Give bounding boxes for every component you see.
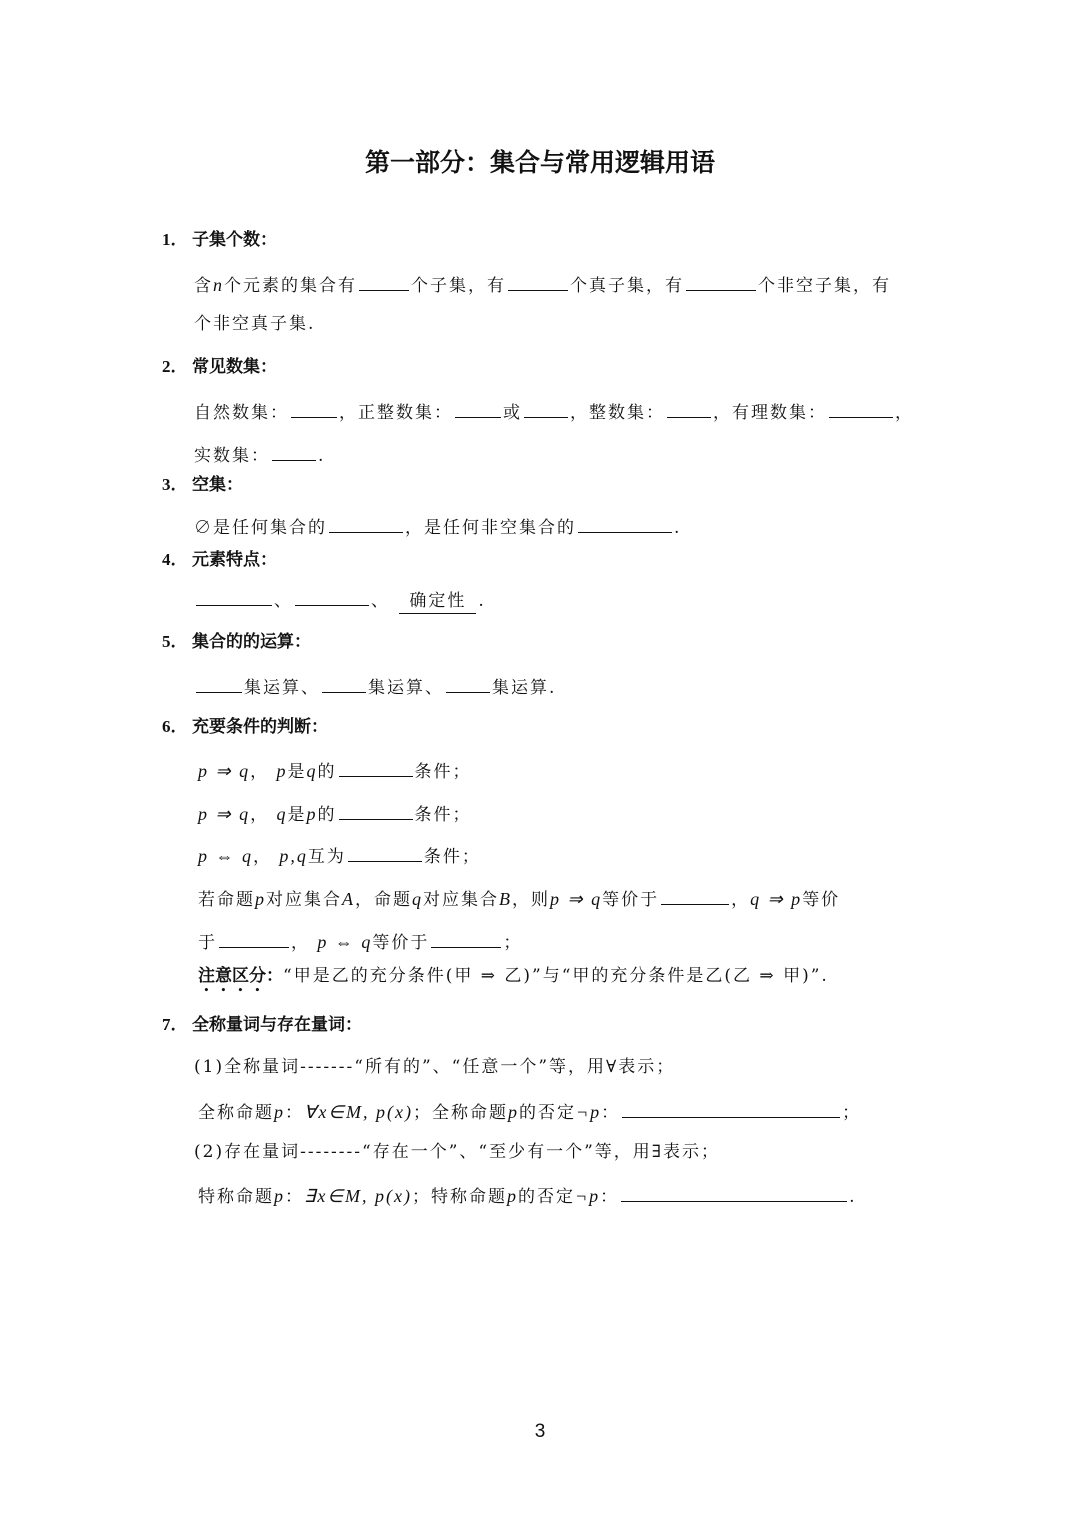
page-number: 3 (534, 1421, 546, 1442)
text: 等价于 (602, 890, 660, 910)
s2-line-1 (194, 397, 914, 425)
text: 条件； (414, 762, 472, 782)
section-6-heading (162, 715, 328, 739)
text: 是 (287, 762, 307, 782)
s6-line-1 (198, 756, 472, 784)
text: (2)存在量词--------“存在一个”、“至少有一个”等，用∃表示； (194, 1142, 721, 1162)
text: 对应集合 (266, 890, 342, 910)
text: 个子集，有 (411, 276, 506, 296)
section-title: 子集个数： (192, 230, 277, 250)
text: ；全称命题 (412, 1103, 508, 1123)
text: ，整数集： (570, 403, 665, 423)
math-p-implies-q: p ⇒ q (550, 889, 603, 909)
text: 的否定 (518, 1103, 576, 1123)
text: 个真子集，有 (570, 276, 684, 296)
text: ： (601, 1103, 621, 1123)
s1-line-2 (194, 312, 315, 336)
section-1-heading (162, 228, 277, 252)
text: . (674, 518, 682, 538)
s6-line-4 (198, 884, 840, 912)
blank-operation-2[interactable] (322, 672, 366, 693)
text: ，正整数集： (339, 403, 453, 423)
section-7-heading (162, 1013, 362, 1037)
text: ， (250, 762, 270, 782)
text: 、 (371, 591, 390, 611)
math-q-implies-p: q ⇒ p (750, 889, 803, 909)
section-title: 全称量词与存在量词： (192, 1015, 362, 1035)
page-title: 第一部分：集合与常用逻辑用语 (364, 148, 715, 177)
math-q: q (306, 761, 318, 781)
section-title: 充要条件的判断： (192, 717, 328, 737)
s6-line-3 (198, 841, 481, 869)
blank-equiv-2[interactable] (219, 927, 289, 948)
text: 对应集合 (423, 890, 499, 910)
blank-condition-2[interactable] (339, 799, 413, 820)
s1-line-1 (194, 270, 891, 298)
note-text: “甲是乙的充分条件(甲 ⇒ 乙)”与“甲的充分条件是乙(乙 ⇒ 甲)”. (283, 966, 829, 986)
blank-proper-subsets[interactable] (508, 270, 568, 291)
s3-line-1 (194, 512, 681, 540)
blank-existential-negation[interactable] (621, 1181, 847, 1202)
blank-subset-of[interactable] (329, 512, 403, 533)
text: 若命题 (198, 890, 255, 910)
blank-natural[interactable] (291, 397, 337, 418)
text: 条件； (414, 805, 472, 825)
text: 个非空子集，有 (758, 276, 891, 296)
blank-condition-3[interactable] (348, 841, 422, 862)
s2-line-2 (194, 440, 325, 468)
math-p-implies-q: p ⇒ q (198, 761, 251, 781)
math-p: p (276, 761, 288, 781)
text: 含 (194, 276, 213, 296)
math-n: n (213, 275, 224, 295)
s7-line-1 (194, 1055, 675, 1079)
math-not-p: ¬p (575, 1186, 601, 1206)
math-p-implies-q: p ⇒ q (198, 804, 251, 824)
text: 实数集： (194, 446, 270, 466)
section-number: 6． (162, 717, 188, 736)
text: ，则 (512, 890, 550, 910)
math-not-p: ¬p (575, 1102, 602, 1122)
s6-line-2 (198, 799, 472, 827)
section-title: 集合的的运算： (192, 632, 311, 652)
blank-equiv-1[interactable] (661, 884, 729, 905)
text: 等价 (802, 890, 841, 910)
math-p: p (274, 1102, 285, 1122)
text: ，是任何非空集合的 (405, 518, 576, 538)
text: 互为 (307, 847, 346, 867)
math-q: q (276, 804, 288, 824)
blank-condition-1[interactable] (339, 756, 413, 777)
text: ∅是任何集合的 (194, 518, 327, 538)
text: 的否定 (518, 1187, 576, 1207)
section-number: 5． (162, 632, 188, 651)
s6-line-5 (198, 927, 522, 955)
math-forall: ∀x∈M, p(x) (304, 1102, 413, 1122)
text: ，有理数集： (713, 403, 827, 423)
blank-operation-1[interactable] (196, 672, 242, 693)
text: 集运算、 (244, 678, 320, 698)
text: ， (253, 847, 272, 867)
blank-real[interactable] (272, 440, 316, 461)
math-A: A (342, 889, 355, 909)
math-p: p (507, 1186, 519, 1206)
blank-integer[interactable] (667, 397, 711, 418)
s7-line-3 (194, 1140, 720, 1164)
math-p: p (306, 804, 318, 824)
section-5-heading (162, 630, 311, 654)
math-p: p (255, 889, 266, 909)
section-number: 2． (162, 357, 188, 376)
text: (1)全称量词-------“所有的”、“任意一个”等，用∀表示； (194, 1057, 676, 1077)
text: 条件； (423, 847, 481, 867)
text: . (478, 591, 486, 611)
s6-note (198, 964, 829, 996)
text: 集运算、 (368, 678, 444, 698)
text: ： (600, 1187, 620, 1207)
blank-operation-3[interactable] (446, 672, 490, 693)
text: ，命题 (355, 890, 412, 910)
section-title: 常见数集： (192, 357, 277, 377)
math-B: B (499, 889, 512, 909)
text: 个元素的集合有 (224, 276, 357, 296)
math-exists: ∃x∈M, p(x) (304, 1186, 413, 1206)
text: ； (842, 1103, 862, 1123)
text: ： (285, 1103, 304, 1123)
section-4-heading (162, 548, 277, 572)
section-title: 元素特点： (192, 550, 277, 570)
blank-feature-1[interactable] (196, 585, 272, 606)
text: ： (285, 1187, 304, 1207)
text: 全称命题 (198, 1103, 274, 1123)
text: 等价于 (372, 933, 430, 953)
text: 特称命题 (198, 1187, 274, 1207)
text: 、 (274, 591, 293, 611)
math-p-q: p,q (279, 846, 308, 866)
text: 是 (287, 805, 307, 825)
text: 自然数集： (194, 403, 289, 423)
blank-equiv-3[interactable] (431, 927, 501, 948)
math-p-iff-q: p ⇔ q (198, 846, 253, 866)
math-p: p (274, 1186, 285, 1206)
s4-line-1 (194, 585, 486, 614)
text: ， (250, 805, 270, 825)
section-number: 4． (162, 550, 188, 569)
s7-line-2 (198, 1097, 861, 1125)
text: 集运算. (492, 678, 557, 698)
filled-answer-determinacy: 确定性 (399, 589, 476, 614)
blank-proper-subset-of[interactable] (578, 512, 672, 533)
text: 的 (317, 805, 337, 825)
blank-subsets[interactable] (359, 270, 409, 291)
section-title: 空集： (192, 475, 243, 495)
section-number: 7． (162, 1015, 188, 1034)
blank-feature-2[interactable] (295, 585, 369, 606)
text: ， (291, 933, 310, 953)
math-p: p (507, 1102, 519, 1122)
blank-positive-int-2[interactable] (524, 397, 568, 418)
text: 个非空真子集. (194, 314, 316, 334)
text: ；特称命题 (412, 1187, 508, 1207)
s7-line-4 (198, 1181, 857, 1209)
section-number: 1． (162, 230, 188, 249)
blank-rational[interactable] (829, 397, 893, 418)
text: 或 (503, 403, 522, 423)
section-3-heading (162, 473, 243, 497)
text: ， (895, 403, 914, 423)
text: . (849, 1187, 857, 1207)
section-2-heading (162, 355, 277, 379)
blank-positive-int-1[interactable] (455, 397, 501, 418)
text: 于 (198, 933, 217, 953)
text: 的 (317, 762, 337, 782)
blank-universal-negation[interactable] (622, 1097, 840, 1118)
text: ； (503, 933, 523, 953)
text: . (318, 446, 326, 466)
note-label: 注意区分： (198, 966, 283, 986)
blank-nonempty-subsets[interactable] (686, 270, 756, 291)
s5-line-1 (194, 672, 556, 700)
math-q: q (412, 889, 423, 909)
math-p-iff-q: p ⇔ q (317, 932, 373, 952)
text: ， (731, 890, 751, 910)
section-number: 3． (162, 475, 188, 494)
